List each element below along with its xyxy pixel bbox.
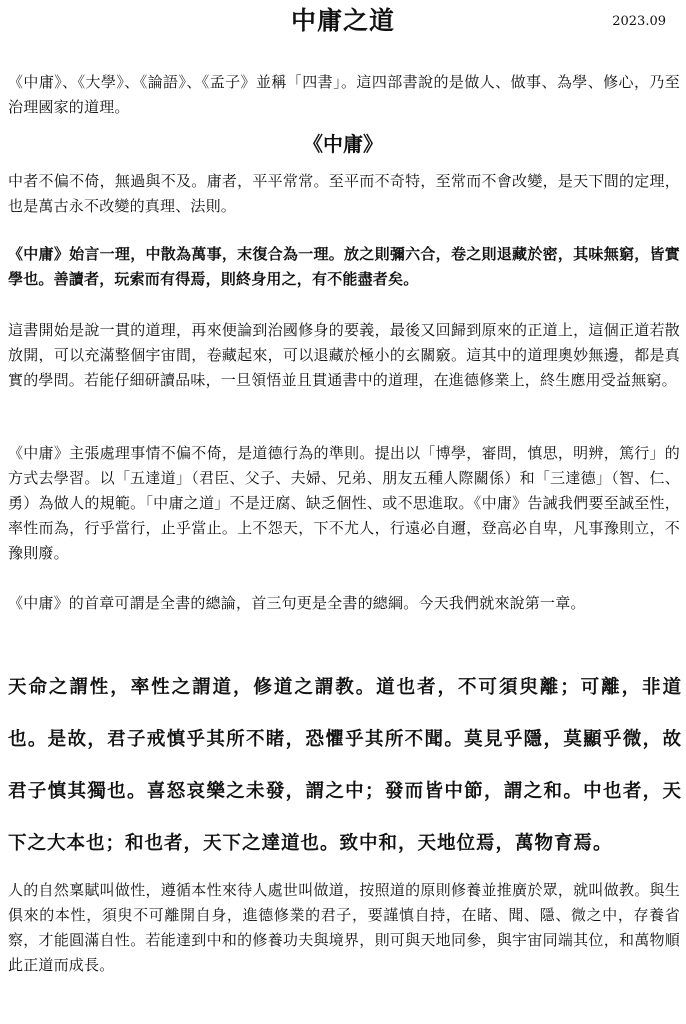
definition-paragraph: 中者不偏不倚，無過與不及。庸者，平平常常。至平而不奇特，至常而不會改變，是天下間的定理，也是萬古永不改變的真理、法則。 (8, 172, 680, 215)
intro-paragraph: 《中庸》、《大學》、《論語》、《孟子》並稱「四書」。這四部書說的是做人、做事、為學、修心，乃至治理國家的道理。 (8, 73, 680, 116)
chapter-intro-paragraph: 《中庸》的首章可謂是全書的總論，首三句更是全書的總綱。今天我們就來說第一章。 (8, 594, 586, 612)
section-title: 《中庸》 (303, 132, 383, 156)
interpretation-paragraph: 人的自然稟賦叫做性，遵循本性來待人處世叫做道，按照道的原則修養並推廣於眾，就叫做教。與生俱來的本性，須臾不可離開自身，進德修業的君子，要謹慎自持，在睹、聞、隱、微之中，存養省察，才能圓滿自性。若能達到中和的修養功夫與境界，則可與天地同參，與宇宙同端其位，和萬物順此正道而成長。 (8, 881, 680, 974)
principles-paragraph: 《中庸》主張處理事情不偏不倚，是道德行為的準則。提出以「博學，審問，慎思，明辨，篤行」的方式去學習。以「五達道」（君臣、父子、夫婦、兄弟、朋友五種人際關係）和「三達德」（智、仁、勇）為做人的規範。「中庸之道」不是迂腐、缺乏個性、或不思進取。《中庸》告誡我們要至誠至性，率性而為，行乎當行，止乎當止。上不怨天，下不尤人，行遠必自邇，登高必自卑，凡事豫則立，不豫則廢。 (8, 444, 680, 562)
explanation-paragraph: 這書開始是說一貫的道理，再來便論到治國修身的要義，最後又回歸到原來的正道上，這個正道若散放開，可以充滿整個宇宙間，卷藏起來，可以退藏於極小的玄關竅。這其中的道理奧妙無邊，都是真實的學問。若能仔細研讀品味，一旦領悟並且貫通書中的道理，在進德修業上，終生應用受益無窮。 (8, 321, 680, 389)
quote-paragraph: 《中庸》始言一理，中散為萬事，末復合為一理。放之則彌六合，卷之則退藏於密，其味無窮，皆實學也。善讀者，玩索而有得焉，則終身用之，有不能盡者矣。 (8, 245, 680, 288)
document-date: 2023.09 (612, 14, 666, 29)
page-title: 中庸之道 (290, 6, 395, 35)
classic-text: 天命之謂性，率性之謂道，修道之謂教。道也者，不可須臾離；可離，非道也。是故，君子戒慎乎其所不睹，恐懼乎其所不聞。莫見乎隱，莫顯乎微，故君子慎其獨也。喜怒哀樂之未發，謂之中；發而皆中節，謂之和。中也者，天下之大本也；和也者，天下之達道也。致中和，天地位焉，萬物育焉。 (8, 677, 682, 854)
